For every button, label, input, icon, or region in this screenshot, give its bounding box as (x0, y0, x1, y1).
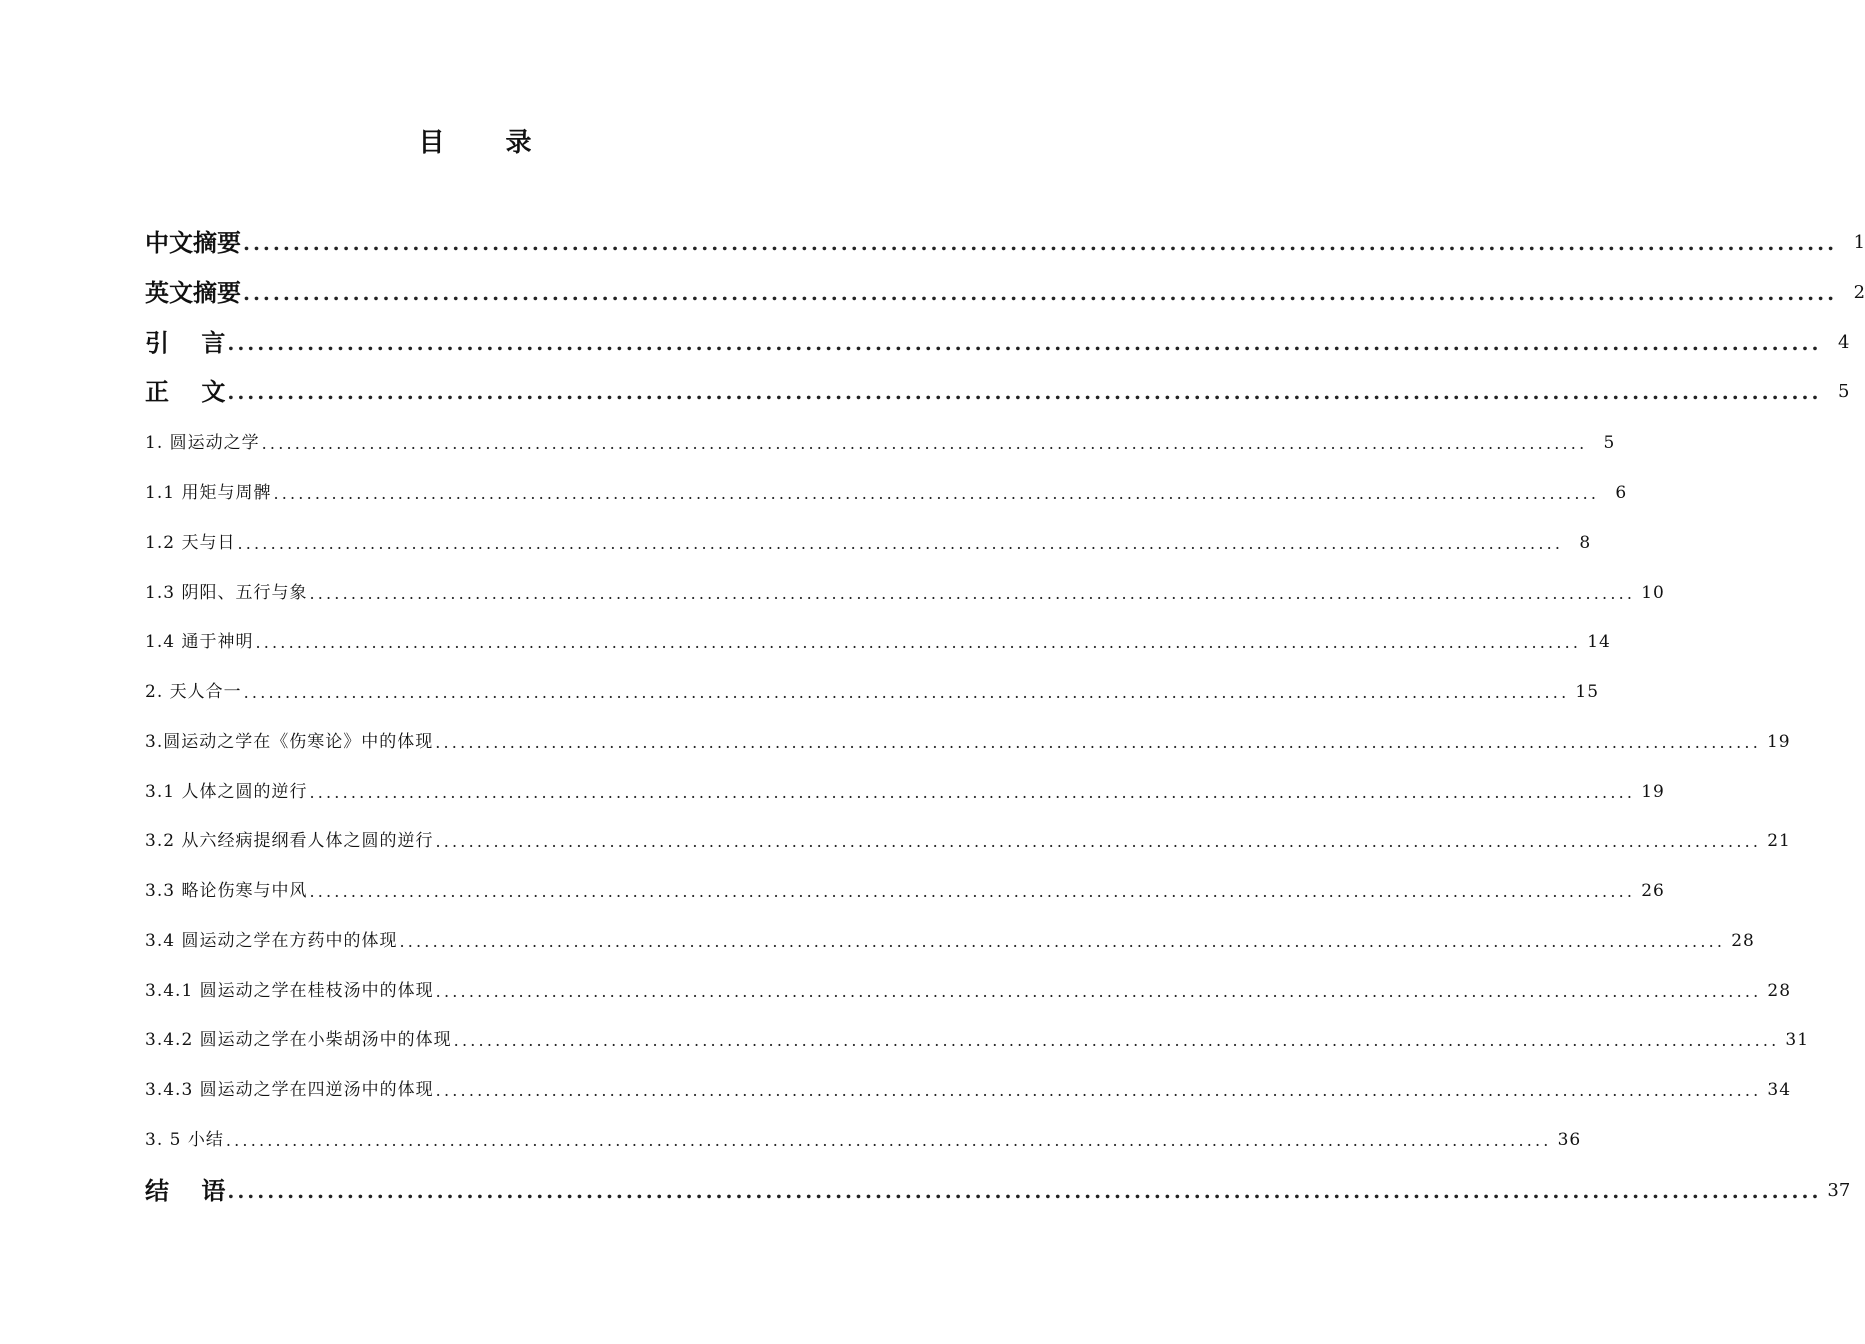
toc-entry-page: 4 (1837, 332, 1850, 353)
toc-entry[interactable] (145, 272, 1865, 308)
toc-entry-page: 19 (1641, 782, 1665, 802)
toc-entry-label: 3.1 人体之圆的逆行 (145, 782, 308, 802)
toc-entry[interactable] (145, 425, 1616, 453)
toc-leader-dots: ................................................................................................................................................................ (243, 683, 1570, 702)
toc-entry[interactable] (145, 371, 1850, 407)
toc-leader-dots: ................................................................................................................................................................ (243, 281, 1838, 305)
toc-entry[interactable] (145, 1022, 1810, 1050)
toc-entry[interactable] (145, 823, 1791, 851)
toc-leader-dots: ................................................................................................................................................................ (273, 484, 1600, 503)
toc-leader-dots: ................................................................................................................................................................ (435, 982, 1762, 1001)
toc-entry-label: 1.1 用矩与周髀 (145, 483, 272, 503)
toc-entry-label: 结 语 (145, 1176, 226, 1205)
toc-entry[interactable] (145, 624, 1611, 652)
toc-entry[interactable] (145, 873, 1665, 901)
toc-entry-label: 1.2 天与日 (145, 533, 236, 553)
toc-leader-dots: ................................................................................................................................................................ (227, 1179, 1822, 1203)
toc-entry-page: 37 (1827, 1180, 1851, 1201)
toc-leader-dots: ................................................................................................................................................................ (435, 832, 1762, 851)
toc-entry-page: 15 (1575, 682, 1600, 702)
toc-entry-label: 3.4.1 圆运动之学在桂枝汤中的体现 (145, 981, 434, 1001)
toc-entry-label: 中文摘要 (145, 228, 241, 257)
toc-entry-page: 28 (1767, 981, 1792, 1001)
toc-entry-page: 5 (1603, 433, 1616, 453)
toc-entry-label: 3.3 略论伤寒与中风 (145, 881, 308, 901)
toc-entry-page: 10 (1641, 583, 1665, 603)
toc-entry-label: 1.3 阴阳、五行与象 (145, 583, 308, 603)
toc-entry-label: 2. 天人合一 (145, 682, 242, 702)
toc-entry[interactable] (145, 525, 1592, 553)
toc-entry[interactable] (145, 1072, 1792, 1100)
toc-entry-page: 31 (1785, 1030, 1810, 1050)
toc-entry[interactable] (145, 575, 1665, 603)
toc-entry[interactable] (145, 674, 1600, 702)
toc-entry-label: 1.4 通于神明 (145, 632, 254, 652)
toc-leader-dots: ................................................................................................................................................................ (261, 434, 1588, 453)
toc-leader-dots: ................................................................................................................................................................ (225, 1131, 1552, 1150)
toc-entry-label: 3.4.2 圆运动之学在小柴胡汤中的体现 (145, 1030, 452, 1050)
toc-leader-dots: ................................................................................................................................................................ (237, 534, 1564, 553)
toc-entry-page: 14 (1587, 632, 1611, 652)
toc-entry[interactable] (145, 923, 1755, 951)
toc-entry[interactable] (145, 322, 1850, 358)
toc-entry-page: 6 (1615, 483, 1628, 503)
toc-entry-page: 2 (1853, 282, 1865, 303)
toc-leader-dots: ................................................................................................................................................................ (255, 633, 1582, 652)
toc-entry-page: 1 (1853, 232, 1865, 253)
toc-leader-dots: ................................................................................................................................................................ (453, 1031, 1780, 1050)
toc-entry-page: 19 (1766, 732, 1791, 752)
toc-entry-page: 34 (1767, 1080, 1792, 1100)
toc-entry-label: 3.圆运动之学在《伤寒论》中的体现 (145, 732, 434, 752)
toc-entry-label: 正 文 (145, 377, 226, 406)
toc-entry-label: 引 言 (145, 328, 226, 357)
page-title: 目 录 (418, 128, 558, 158)
toc-entry-label: 3.4.3 圆运动之学在四逆汤中的体现 (145, 1080, 434, 1100)
toc-entry[interactable] (145, 973, 1792, 1001)
toc-leader-dots: ................................................................................................................................................................ (435, 1081, 1762, 1100)
toc-entry-page: 5 (1837, 381, 1850, 402)
toc-leader-dots: ................................................................................................................................................................ (435, 733, 1761, 752)
toc-entry-page: 8 (1579, 533, 1592, 553)
toc-entry[interactable] (145, 724, 1791, 752)
toc-leader-dots: ................................................................................................................................................................ (243, 231, 1838, 255)
toc-entry[interactable] (145, 222, 1865, 258)
toc-leader-dots: ................................................................................................................................................................ (227, 331, 1822, 355)
toc-entry-label: 3.2 从六经病提纲看人体之圆的逆行 (145, 831, 434, 851)
toc-entry-page: 26 (1641, 881, 1665, 901)
toc-leader-dots: ................................................................................................................................................................ (399, 932, 1726, 951)
toc-entry-label: 3. 5 小结 (145, 1130, 224, 1150)
toc-entry-label: 3.4 圆运动之学在方药中的体现 (145, 931, 398, 951)
toc-entry[interactable] (145, 774, 1665, 802)
toc-leader-dots: ................................................................................................................................................................ (227, 380, 1822, 404)
toc-entry[interactable] (145, 1170, 1851, 1206)
toc-entry[interactable] (145, 475, 1628, 503)
toc-entry-label: 1. 圆运动之学 (145, 433, 260, 453)
toc-leader-dots: ................................................................................................................................................................ (309, 882, 1636, 901)
toc-entry-page: 28 (1731, 931, 1755, 951)
toc-entry[interactable] (145, 1122, 1582, 1150)
toc-entry-label: 英文摘要 (145, 278, 241, 307)
toc-leader-dots: ................................................................................................................................................................ (309, 783, 1636, 802)
toc-entry-page: 21 (1767, 831, 1791, 851)
toc-entry-page: 36 (1557, 1130, 1582, 1150)
toc-leader-dots: ................................................................................................................................................................ (309, 584, 1636, 603)
